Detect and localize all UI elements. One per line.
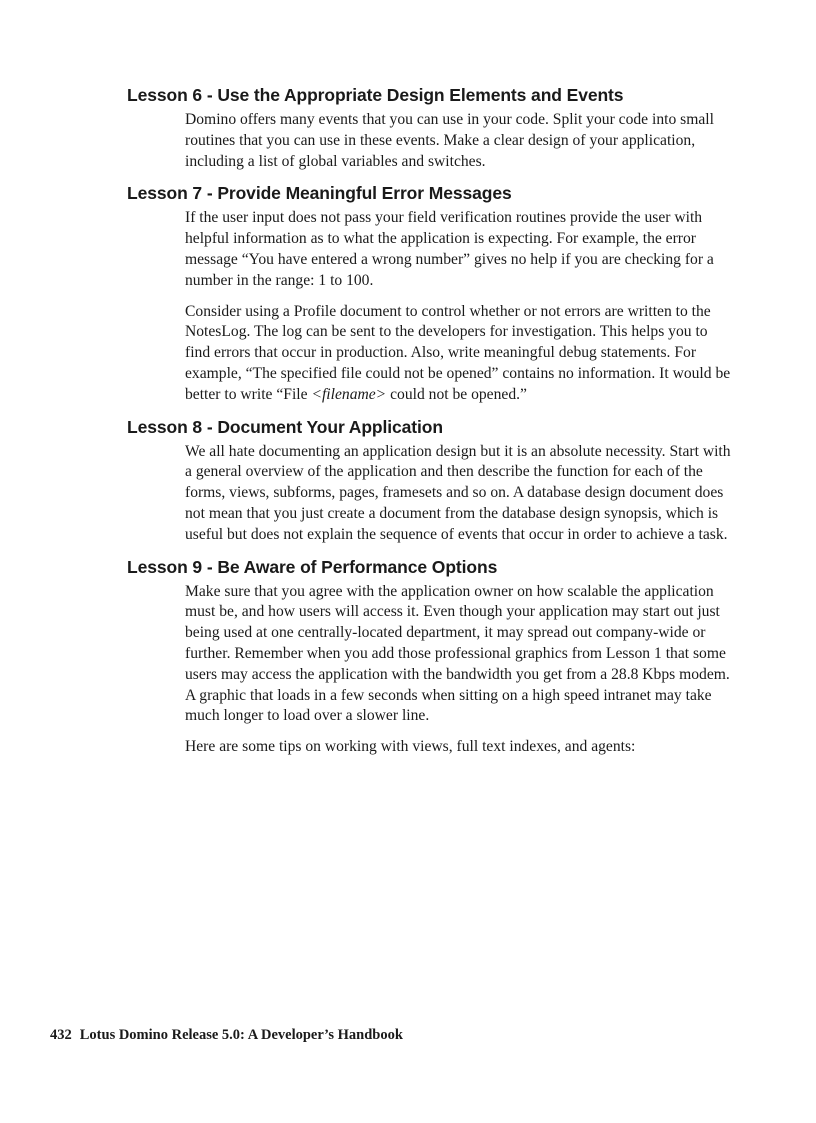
page-footer (50, 1025, 403, 1045)
lesson-7-paragraph-1: If the user input does not pass your field verification routines provide the user with helpful information as to what the application is expecting. For example, the error message “You have entered a wrong number” gives no help if you are checking for a number in the range: 1 to 100. (185, 209, 714, 289)
lesson-8-section (127, 416, 737, 546)
lesson-6-paragraph: Domino offers many events that you can use in your code. Split your code into small routines that you can use in these events. Make a clear design of your application, including a list of global variables and switches. (185, 111, 714, 170)
lesson-7-paragraph-2-text-end: could not be opened.” (386, 385, 527, 403)
book-title: Lotus Domino Release 5.0: A Developer’s Handbook (79, 1027, 403, 1043)
lesson-6-heading: Lesson 6 - Use the Appropriate Design Elements and Events (127, 85, 624, 105)
filename-placeholder: <filename> (311, 385, 387, 403)
lesson-7-paragraph-2-text-start: Consider using a Profile document to control whether or not errors are written to the NotesLog. The log can be sent to the developers for investigation. This helps you to find errors that occur in production. Also, write meaningful debug statements. For example, “The specified file could not be opened” contains no information. It would be better to write “File (185, 302, 731, 403)
lesson-8-paragraph: We all hate documenting an application design but it is an absolute necessity. Start with a general overview of the application and then describe the function for each of the forms, views, subforms, pages, framesets and so on. A database design document does not mean that you just create a document from the database design synopsis, which is useful but does not explain the sequence of events that occur in order to achieve a task. (185, 442, 731, 543)
lesson-7-paragraph-2 (185, 302, 735, 406)
lesson-9-paragraph-2: Here are some tips on working with views, full text indexes, and agents: (185, 738, 636, 756)
lesson-8-heading: Lesson 8 - Document Your Application (127, 416, 443, 437)
lesson-7-section (127, 182, 737, 405)
page-content (127, 84, 737, 768)
lesson-6-section (127, 84, 737, 172)
lesson-9-paragraph-1: Make sure that you agree with the application owner on how scalable the application must be, and how users will access it. Even though your application may start out just being used at one centrally-located department, it may spread out company-wide or further. Remember when you add those professional graphics from Lesson 1 that some users may access the application with the bandwidth you get from a 28.8 Kbps modem. A graphic that loads in a few seconds when sitting on a high speed intranet may take much longer to load over a slower line. (185, 582, 730, 725)
page-number: 432 (50, 1027, 72, 1043)
lesson-9-heading: Lesson 9 - Be Aware of Performance Options (127, 556, 498, 577)
lesson-7-heading: Lesson 7 - Provide Meaningful Error Messages (127, 183, 512, 204)
lesson-9-section (127, 556, 737, 758)
